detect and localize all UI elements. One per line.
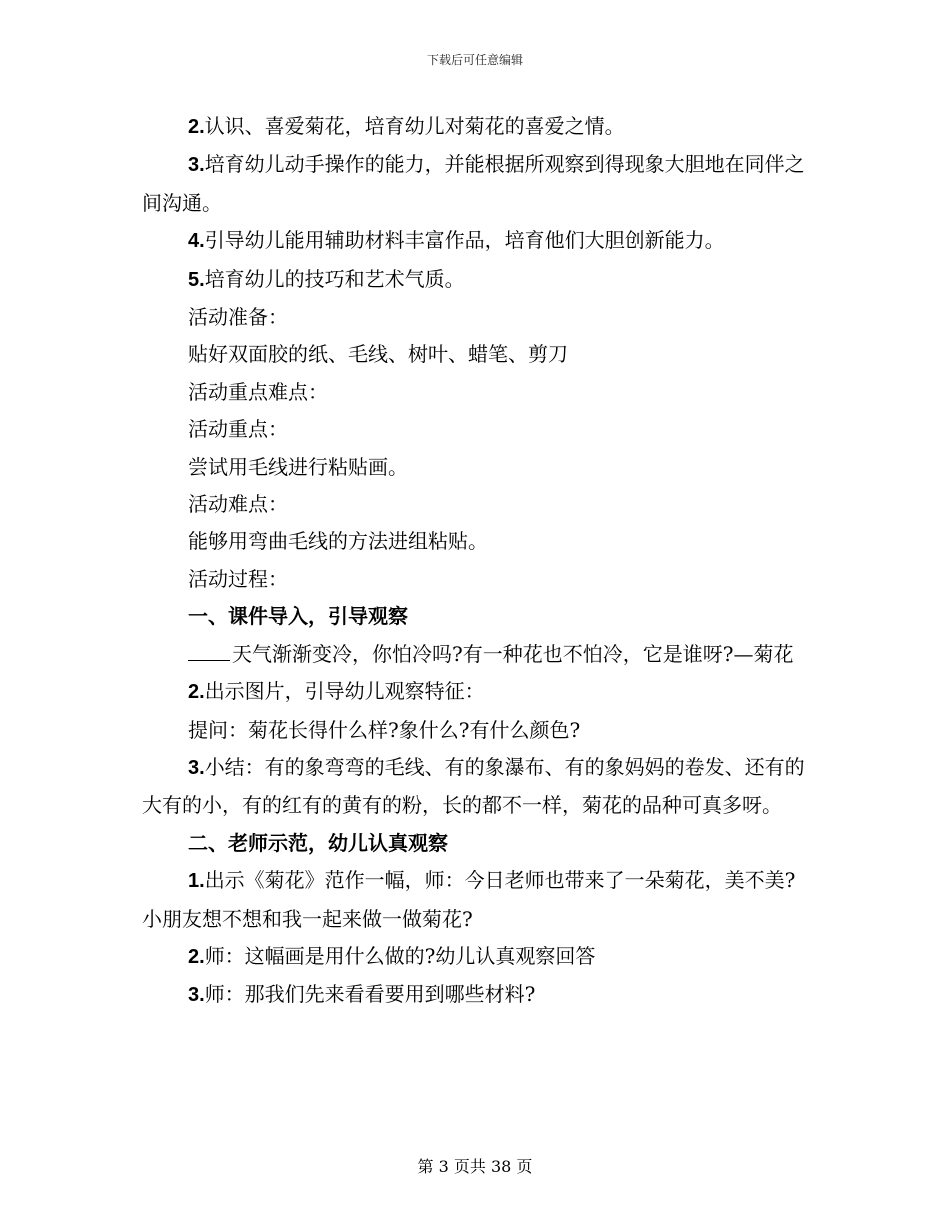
section-1-step-1: 天气渐渐变冷，你怕冷吗?有一种花也不怕冷，它是谁呀?—菊花 xyxy=(142,636,812,673)
key-difficulty-heading: 活动重点难点： xyxy=(188,379,328,404)
list-number: 2. xyxy=(188,945,205,968)
list-number: 2. xyxy=(188,116,205,138)
list-number: 4. xyxy=(188,230,205,253)
process-heading: 活动过程： xyxy=(188,566,288,591)
difficulty-text: 能够用弯曲毛线的方法进组粘贴。 xyxy=(188,529,488,554)
preparation-heading: 活动准备： xyxy=(188,305,288,330)
list-number: 2. xyxy=(188,681,205,704)
difficulty-heading: 活动难点： xyxy=(188,492,288,517)
key-point-text: 尝试用毛线进行粘贴画。 xyxy=(188,454,408,479)
list-number: 5. xyxy=(188,268,205,291)
key-point-heading: 活动重点： xyxy=(188,417,288,442)
preparation-materials: 贴好双面胶的纸、毛线、树叶、蜡笔、剪刀 xyxy=(188,342,568,367)
section-1-heading: 一、课件导入，引导观察 xyxy=(188,604,408,629)
list-number: 1. xyxy=(188,870,205,893)
section-1-question: 提问：菊花长得什么样?象什么?有什么颜色? xyxy=(188,717,581,742)
document-body xyxy=(142,108,812,1015)
section-2-step-3: 3.师：那我们先来看看要用到哪些材料? xyxy=(188,982,536,1007)
goal-3: 3.培育幼儿动手操作的能力，并能根据所观察到得现象大胆地在同伴之间沟通。 xyxy=(142,152,805,215)
list-number: 3. xyxy=(188,756,205,779)
section-1-step-2: 2.出示图片，引导幼儿观察特征： xyxy=(188,679,485,704)
goal-2: 2.认识、喜爱菊花，培育幼儿对菊花的喜爱之情。 xyxy=(188,114,625,138)
section-2-heading: 二、老师示范，幼儿认真观察 xyxy=(188,830,448,855)
fill-blank xyxy=(188,640,230,661)
goal-4: 4.引导幼儿能用辅助材料丰富作品，培育他们大胆创新能力。 xyxy=(188,228,725,253)
page-footer: 第 3 页共 38 页 xyxy=(417,1157,533,1176)
page-header: 下载后可任意编辑 xyxy=(426,53,523,67)
section-2-step-2: 2.师：这幅画是用什么做的?幼儿认真观察回答 xyxy=(188,943,596,968)
list-number: 3. xyxy=(188,154,205,177)
goal-5: 5.培育幼儿的技巧和艺术气质。 xyxy=(188,266,465,291)
section-1-step-3: 3.小结：有的象弯弯的毛线、有的象瀑布、有的象妈妈的卷发、还有的大有的小，有的红有的黄有的粉，长的都不一样，菊花的品种可真多呀。 xyxy=(142,754,805,818)
section-2-step-1: 1.出示《菊花》范作一幅，师：今日老师也带来了一朵菊花，美不美?小朋友想不想和我一起来做一做菊花? xyxy=(142,868,796,931)
list-number: 3. xyxy=(188,984,205,1007)
